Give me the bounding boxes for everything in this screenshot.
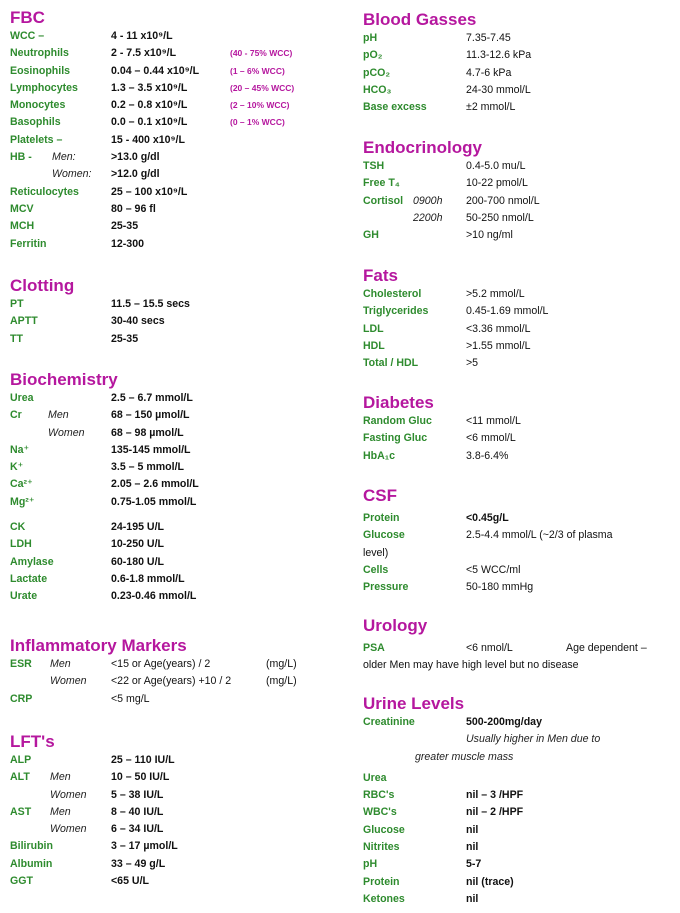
row-label: Cortisol (363, 194, 404, 207)
data-row (363, 175, 673, 192)
row-label: HB - (10, 151, 32, 164)
clotting-section (10, 276, 350, 348)
row-value: 68 – 98 µmol/L (111, 426, 184, 439)
fats-heading: Fats (363, 266, 398, 285)
row-value: 15 - 400 x10⁹/L (111, 133, 185, 146)
row-label: Ketones (363, 892, 405, 905)
row-sublabel: Women (50, 823, 87, 836)
row-value: 8 – 40 IU/L (111, 805, 164, 818)
data-row (10, 132, 350, 149)
row-value: 33 – 49 g/L (111, 857, 166, 870)
row-value: 0.45-1.69 mmol/L (466, 305, 549, 318)
row-sublabel: Men (50, 771, 71, 784)
data-row (10, 296, 350, 313)
row-label: Platelets – (10, 133, 63, 146)
row-value: 25-35 (111, 220, 139, 233)
row-label: Urate (10, 590, 38, 603)
csf-protein-row (363, 510, 673, 527)
diabetes-section (363, 393, 673, 465)
data-row (363, 338, 673, 355)
row-value: 0.0 – 0.1 x10⁹/L (111, 116, 188, 129)
csf-pressure-label: Pressure (363, 581, 409, 594)
row-label: MCH (10, 220, 35, 233)
data-row (363, 804, 673, 821)
row-value: 5-7 (466, 858, 482, 871)
diabetes-rows (363, 413, 673, 465)
row-value: 2.05 – 2.6 mmol/L (111, 478, 199, 491)
lft-section (10, 732, 350, 890)
csf-glucose-value: 2.5-4.4 mmol/L (~2/3 of plasma (466, 529, 613, 542)
data-row (10, 201, 350, 218)
data-row (10, 390, 350, 407)
row-label: Ferritin (10, 237, 47, 250)
row-value: 3.8-6.4% (466, 449, 509, 462)
data-row (10, 184, 350, 201)
data-row (10, 519, 350, 536)
row-label: Lactate (10, 572, 48, 585)
row-value: 7.35-7.45 (466, 32, 511, 44)
endocrinology-heading: Endocrinology (363, 138, 482, 157)
data-row (10, 856, 350, 873)
row-value: 1.3 – 3.5 x10⁹/L (111, 81, 188, 94)
data-row (363, 99, 673, 116)
row-value: <6 mmol/L (466, 432, 516, 445)
row-label: HDL (363, 339, 385, 352)
row-label: Reticulocytes (10, 185, 79, 198)
data-row (10, 45, 350, 62)
row-label: Eosinophils (10, 64, 71, 77)
biochemistry-rows-2 (10, 519, 350, 605)
data-row (10, 425, 350, 442)
row-label: Fasting Gluc (363, 432, 428, 445)
row-label: Glucose (363, 823, 405, 836)
row-value: 5 – 38 IU/L (111, 788, 164, 801)
csf-section (363, 486, 673, 596)
data-row (363, 413, 673, 430)
data-row (363, 874, 673, 891)
row-value: >12.0 g/dl (111, 168, 160, 181)
row-value: nil (466, 841, 479, 854)
data-row (10, 571, 350, 588)
row-value: 3 – 17 µmol/L (111, 840, 178, 853)
row-sublabel: Men: (52, 151, 76, 164)
row-value: nil (466, 823, 479, 836)
csf-cells-row (363, 562, 673, 579)
row-value: >13.0 g/dl (111, 151, 160, 164)
row-label: CRP (10, 692, 33, 705)
data-row (363, 158, 673, 175)
row-value: <65 U/L (111, 875, 149, 888)
lft-heading: LFT's (10, 732, 55, 751)
fats-rows (363, 286, 673, 372)
data-row (10, 63, 350, 80)
data-row (10, 236, 350, 253)
row-label: Basophils (10, 116, 61, 129)
data-row (363, 770, 673, 787)
fats-section (363, 266, 673, 372)
row-label: Random Gluc (363, 415, 432, 427)
row-value: 25 – 100 x10⁹/L (111, 185, 188, 198)
row-sublabel: 0900h (413, 194, 443, 207)
row-label: Lymphocytes (10, 81, 78, 94)
urology-psa-label: PSA (363, 642, 385, 654)
data-row (363, 321, 673, 338)
row-label: LDH (10, 538, 32, 551)
row-value: >5.2 mmol/L (466, 288, 525, 300)
data-row (10, 218, 350, 235)
data-row (10, 459, 350, 476)
row-sublabel: Men (50, 805, 71, 818)
data-row (10, 166, 350, 183)
row-label: Bilirubin (10, 840, 53, 853)
row-value: 135-145 mmol/L (111, 443, 191, 456)
data-row (363, 430, 673, 447)
row-value: 2 - 7.5 x10⁹/L (111, 47, 177, 60)
csf-protein-value: <0.45g/L (466, 512, 509, 524)
row-value: nil (trace) (466, 875, 514, 888)
inflammatory-heading: Inflammatory Markers (10, 636, 187, 655)
row-label: Albumin (10, 857, 53, 870)
row-label: APTT (10, 315, 38, 328)
fbc-heading: FBC (10, 8, 45, 27)
urine-rows (363, 770, 673, 908)
data-row (363, 286, 673, 303)
data-row (363, 227, 673, 244)
row-label: Neutrophils (10, 47, 69, 60)
data-row (10, 97, 350, 114)
row-value: <3.36 mmol/L (466, 322, 531, 335)
row-label: pH (363, 32, 378, 44)
row-label: PT (10, 298, 24, 310)
inflammatory-rows (10, 656, 350, 708)
data-row (363, 193, 673, 210)
data-row (10, 873, 350, 890)
data-row (10, 691, 350, 708)
data-row (363, 856, 673, 873)
row-label: Urea (363, 771, 387, 784)
row-value: 60-180 U/L (111, 555, 164, 568)
row-sublabel: Women: (52, 168, 92, 181)
urology-section (363, 616, 673, 675)
row-value: 24-30 mmol/L (466, 83, 531, 96)
row-note: (1 – 6% WCC) (230, 65, 285, 76)
data-row (363, 822, 673, 839)
row-value: 4 - 11 x10⁹/L (111, 30, 173, 42)
row-note: (2 – 10% WCC) (230, 100, 290, 111)
row-value: 6 – 34 IU/L (111, 823, 164, 836)
row-value: 50-250 nmol/L (466, 211, 534, 224)
row-sublabel: 2200h (413, 211, 443, 224)
row-value: 80 – 96 fl (111, 202, 156, 215)
data-row (363, 47, 673, 64)
row-value: 10-22 pmol/L (466, 177, 528, 190)
urology-heading: Urology (363, 616, 428, 635)
row-value: 25 – 110 IU/L (111, 754, 175, 766)
row-value: nil – 3 /HPF (466, 789, 524, 802)
row-value: 10 – 50 IU/L (111, 771, 170, 784)
row-value: 11.3-12.6 kPa (466, 49, 532, 62)
row-value: 24-195 U/L (111, 521, 164, 534)
row-label: MCV (10, 202, 34, 215)
row-note: (20 – 45% WCC) (230, 82, 295, 93)
row-note: (0 – 1% WCC) (230, 117, 285, 128)
urine-heading: Urine Levels (363, 694, 465, 713)
row-label: AST (10, 805, 32, 818)
csf-glucose-cont (363, 545, 673, 562)
urine-creatinine-label: Creatinine (363, 716, 415, 728)
row-unit: (mg/L) (266, 675, 297, 688)
urology-cont (363, 657, 673, 674)
blood-gases-rows (363, 30, 673, 116)
data-row (10, 149, 350, 166)
urology-psa-row (363, 640, 673, 657)
urology-psa-note: Age dependent – (566, 642, 647, 654)
data-row (10, 673, 350, 690)
row-label: Mg²⁺ (10, 495, 35, 508)
data-row (10, 787, 350, 804)
row-value: 68 – 150 µmol/L (111, 409, 190, 422)
row-value: 3.5 – 5 mmol/L (111, 461, 185, 474)
fbc-rows (10, 28, 350, 253)
endocrinology-rows (363, 158, 673, 244)
blood-gases-heading: Blood Gasses (363, 10, 477, 29)
row-label: ALP (10, 754, 32, 766)
data-row (363, 839, 673, 856)
data-row (10, 752, 350, 769)
row-value: >1.55 mmol/L (466, 339, 531, 352)
data-row (10, 476, 350, 493)
urine-creatinine-value: 500-200mg/day (466, 716, 542, 728)
endocrinology-section (363, 138, 673, 244)
data-row (363, 30, 673, 47)
row-value: <22 or Age(years) +10 / 2 (111, 675, 232, 688)
row-label: Nitrites (363, 841, 400, 854)
row-value: 0.2 – 0.8 x10⁹/L (111, 99, 188, 112)
row-label: Cholesterol (363, 288, 422, 300)
row-value: 0.04 – 0.44 x10⁹/L (111, 64, 200, 77)
urine-creatinine-note1 (363, 731, 673, 748)
data-row (10, 588, 350, 605)
row-label: HCO₃ (363, 83, 392, 96)
row-label: pCO₂ (363, 66, 391, 79)
csf-pressure-value: 50-180 mmHg (466, 581, 534, 594)
row-value: >10 ng/ml (466, 229, 513, 242)
row-label: RBC's (363, 789, 395, 802)
row-label: LDL (363, 322, 384, 335)
row-value: 4.7-6 kPa (466, 66, 512, 79)
row-value: <11 mmol/L (466, 415, 521, 427)
row-value: nil (466, 892, 479, 905)
data-row (10, 28, 350, 45)
row-label: Amylase (10, 555, 54, 568)
data-row (363, 787, 673, 804)
row-value: 12-300 (111, 237, 144, 250)
urine-creatinine-note1-text: Usually higher in Men due to (466, 733, 601, 746)
data-row (10, 494, 350, 511)
data-row (363, 210, 673, 227)
row-label: Ca²⁺ (10, 478, 33, 491)
row-label: ALT (10, 771, 30, 784)
urine-creatinine-row (363, 714, 673, 731)
row-label: Triglycerides (363, 305, 429, 318)
data-row (363, 448, 673, 465)
csf-cells-value: <5 WCC/ml (466, 563, 521, 576)
csf-pressure-row (363, 579, 673, 596)
biochemistry-section (10, 370, 350, 606)
row-label: ESR (10, 658, 32, 670)
data-row (10, 554, 350, 571)
data-row (10, 313, 350, 330)
row-label: TSH (363, 160, 385, 172)
csf-glucose-row (363, 527, 673, 544)
csf-protein-label: Protein (363, 512, 400, 524)
csf-glucose-label: Glucose (363, 529, 405, 542)
data-row (10, 80, 350, 97)
data-row (10, 804, 350, 821)
urine-creatinine-note2-text: greater muscle mass (415, 750, 514, 763)
urology-psa-value: <6 nmol/L (466, 642, 513, 654)
row-value: 10-250 U/L (111, 538, 164, 551)
row-value: 0.75-1.05 mmol/L (111, 495, 197, 508)
csf-cells-label: Cells (363, 563, 389, 576)
row-sublabel: Men (48, 409, 69, 422)
row-label: Cr (10, 409, 22, 422)
row-value: <5 mg/L (111, 692, 150, 705)
row-value: 30-40 secs (111, 315, 165, 328)
urine-section (363, 694, 673, 908)
biochemistry-rows (10, 390, 350, 511)
row-label: Na⁺ (10, 443, 30, 456)
data-row (10, 442, 350, 459)
data-row (10, 331, 350, 348)
data-row (363, 303, 673, 320)
urine-creatinine-note2 (363, 749, 673, 766)
data-row (10, 656, 350, 673)
row-value: <15 or Age(years) / 2 (111, 658, 211, 670)
csf-glucose-cont-text: level) (363, 546, 389, 559)
row-label: GH (363, 229, 379, 242)
data-row (363, 355, 673, 372)
row-value: >5 (466, 357, 479, 370)
data-row (363, 891, 673, 908)
row-value: 0.4-5.0 mu/L (466, 160, 526, 172)
row-label: Urea (10, 392, 34, 404)
row-label: WBC's (363, 806, 397, 819)
row-unit: (mg/L) (266, 658, 297, 670)
blood-gases-section (363, 10, 673, 116)
row-value: 2.5 – 6.7 mmol/L (111, 392, 193, 404)
row-label: pH (363, 858, 378, 871)
row-label: HbA₁c (363, 449, 396, 462)
row-label: Protein (363, 875, 400, 888)
row-value: 11.5 – 15.5 secs (111, 298, 190, 310)
data-row (10, 407, 350, 424)
row-sublabel: Women (50, 675, 87, 688)
data-row (363, 82, 673, 99)
row-sublabel: Women (50, 788, 87, 801)
row-value: 0.6-1.8 mmol/L (111, 572, 185, 585)
data-row (10, 838, 350, 855)
row-value: nil – 2 /HPF (466, 806, 524, 819)
row-label: Free T₄ (363, 177, 400, 190)
row-label: K⁺ (10, 461, 24, 474)
lft-rows (10, 752, 350, 890)
row-label: Total / HDL (363, 357, 419, 370)
row-label: CK (10, 521, 26, 534)
row-label: WCC – (10, 30, 45, 42)
biochemistry-heading: Biochemistry (10, 370, 118, 389)
inflammatory-section (10, 636, 350, 708)
row-label: pO₂ (363, 49, 383, 62)
clotting-heading: Clotting (10, 276, 75, 295)
row-sublabel: Men (50, 658, 71, 670)
row-label: Monocytes (10, 99, 66, 112)
fbc-section (10, 8, 350, 253)
urology-cont-text: older Men may have high level but no disease (363, 659, 579, 672)
row-value: 0.23-0.46 mmol/L (111, 590, 197, 603)
row-label: TT (10, 332, 23, 345)
row-value: 200-700 nmol/L (466, 194, 540, 207)
row-label: GGT (10, 875, 33, 888)
diabetes-heading: Diabetes (363, 393, 434, 412)
row-label: Base excess (363, 101, 427, 114)
data-row (10, 536, 350, 553)
row-value: 25-35 (111, 332, 139, 345)
data-row (363, 65, 673, 82)
data-row (10, 769, 350, 786)
row-sublabel: Women (48, 426, 85, 439)
data-row (10, 821, 350, 838)
csf-heading: CSF (363, 486, 397, 505)
row-value: ±2 mmol/L (466, 101, 516, 114)
row-note: (40 - 75% WCC) (230, 48, 293, 59)
clotting-rows (10, 296, 350, 348)
data-row (10, 114, 350, 131)
